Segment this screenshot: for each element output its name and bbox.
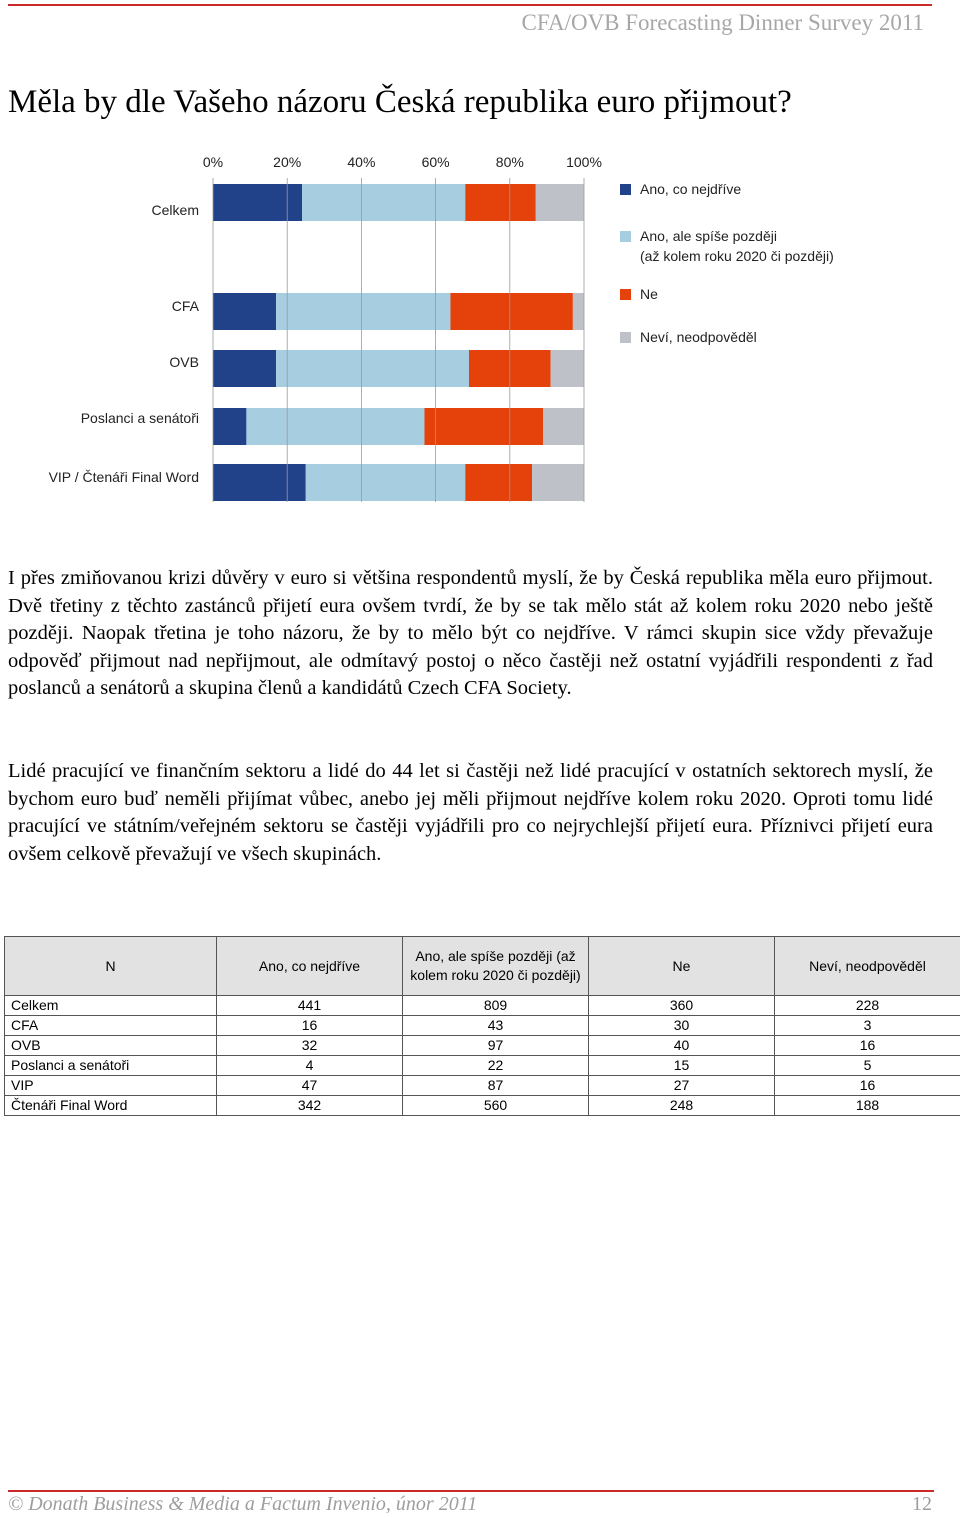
counts-table	[4, 936, 960, 1116]
row-label: VIP	[5, 1076, 217, 1096]
legend-label: Neví, neodpověděl	[640, 329, 757, 345]
bar-segment	[213, 293, 276, 330]
table-cell: 5	[775, 1056, 960, 1076]
bar-segment	[536, 184, 584, 221]
footer-copyright: © Donath Business & Media a Factum Invenio, únor 2011	[8, 1493, 478, 1515]
category-label: CFA	[171, 298, 199, 314]
footer-rule	[8, 1490, 934, 1492]
table-cell: 16	[775, 1076, 960, 1096]
bar-segment	[276, 350, 469, 387]
question-heading: Měla by dle Vašeho názoru Česká republika euro přijmout?	[8, 84, 792, 120]
table-cell: 4	[217, 1056, 403, 1076]
table-header-row	[5, 937, 960, 996]
table-cell: 3	[775, 1016, 960, 1036]
legend-swatch	[620, 332, 631, 343]
bar-segment	[302, 184, 465, 221]
bar-segment	[573, 293, 584, 330]
table-row	[5, 1056, 960, 1076]
paragraph-2: Lidé pracující ve finančním sektoru a lidé do 44 let si častěji než lidé pracující v ostatních sektorech myslí, že bychom euro buď neměli přijímat vůbec, anebo jej měli přijmout nejdříve kolem roku 2020. Oproti tomu lidé pracující ve státním/veřejném sektoru se častěji vyjádřili pro co nejrychlejší přijetí eura. Příznivci přijetí eura ovšem celkově převažují ve všech skupinách.	[8, 760, 933, 865]
row-label: Celkem	[5, 996, 217, 1016]
table-header-ne: Ne	[589, 937, 775, 996]
bar-segment	[543, 408, 584, 445]
legend-swatch	[620, 289, 631, 300]
table-row	[5, 1076, 960, 1096]
row-label: Čtenáři Final Word	[5, 1096, 217, 1116]
table-cell: 16	[217, 1016, 403, 1036]
table-cell: 32	[217, 1036, 403, 1056]
category-label: Poslanci a senátoři	[80, 410, 199, 426]
bar-segment	[465, 184, 535, 221]
table-header-nevi: Neví, neodpověděl	[775, 937, 960, 996]
category-label: OVB	[169, 354, 199, 370]
table-cell: 342	[217, 1096, 403, 1116]
bar-segment	[246, 408, 424, 445]
bar-segment	[306, 464, 466, 501]
x-tick-label: 40%	[347, 154, 376, 170]
table-cell: 22	[403, 1056, 589, 1076]
table-cell: 441	[217, 996, 403, 1016]
bar-segment	[424, 408, 543, 445]
bar-segment	[551, 350, 584, 387]
legend-label: Ano, ale spíše později	[640, 228, 777, 244]
row-label: CFA	[5, 1016, 217, 1036]
legend-label-line2: (až kolem roku 2020 či později)	[640, 248, 834, 264]
table-header-ano-pozdeji: Ano, ale spíše později (až kolem roku 2020 či později)	[403, 937, 589, 996]
table-cell: 40	[589, 1036, 775, 1056]
bar-segment	[213, 464, 306, 501]
legend-label: Ne	[640, 286, 658, 302]
x-tick-label: 0%	[202, 154, 224, 170]
table-row	[5, 1036, 960, 1056]
legend-label: Ano, co nejdříve	[640, 181, 742, 197]
table-cell: 47	[217, 1076, 403, 1096]
table-cell: 809	[403, 996, 589, 1016]
bar-segment	[213, 184, 302, 221]
table-cell: 87	[403, 1076, 589, 1096]
legend-swatch	[620, 231, 631, 242]
table-cell: 97	[403, 1036, 589, 1056]
table-header-ano-nejdrive: Ano, co nejdříve	[217, 937, 403, 996]
category-label: VIP / Čtenáři Final Word	[48, 469, 199, 485]
table-cell: 16	[775, 1036, 960, 1056]
bar-segment	[450, 293, 572, 330]
x-tick-label: 20%	[273, 154, 302, 170]
category-label: Celkem	[151, 202, 199, 218]
x-tick-label: 60%	[421, 154, 450, 170]
x-tick-label: 100%	[566, 154, 602, 170]
table-cell: 43	[403, 1016, 589, 1036]
bar-segment	[213, 350, 276, 387]
table-cell: 27	[589, 1076, 775, 1096]
stacked-bar-chart	[0, 140, 960, 510]
x-tick-label: 80%	[495, 154, 524, 170]
bar-segment	[213, 408, 246, 445]
legend-swatch	[620, 184, 631, 195]
table-cell: 188	[775, 1096, 960, 1116]
table-cell: 228	[775, 996, 960, 1016]
table-cell: 360	[589, 996, 775, 1016]
row-label: OVB	[5, 1036, 217, 1056]
bar-segment	[276, 293, 450, 330]
header-title: CFA/OVB Forecasting Dinner Survey 2011	[521, 10, 924, 35]
table-row	[5, 1016, 960, 1036]
bar-segment	[532, 464, 584, 501]
table-cell: 560	[403, 1096, 589, 1116]
table-row	[5, 1096, 960, 1116]
header-rule	[8, 4, 932, 6]
table-cell: 15	[589, 1056, 775, 1076]
table-cell: 248	[589, 1096, 775, 1116]
table-cell: 30	[589, 1016, 775, 1036]
table-row	[5, 996, 960, 1016]
table-header-n: N	[5, 937, 217, 996]
bar-segment	[465, 464, 532, 501]
row-label: Poslanci a senátoři	[5, 1056, 217, 1076]
paragraph-1: I přes zmiňovanou krizi důvěry v euro si většina respondentů myslí, že by Česká republika měla euro přijmout. Dvě třetiny z těchto zastánců přijetí eura ovšem tvrdí, že by se tak mělo stát až kolem roku 2020 nebo ještě později. Naopak třetina je toho názoru, že by to mělo být co nejdříve. V rámci skupin sice vždy převažuje odpověď přijmout nad nepřijmout, ale odmítavý postoj o něco častěji než ostatní vyjádřili respondenti z řad poslanců a senátorů a skupina členů a kandidátů Czech CFA Society.	[8, 567, 933, 699]
page-number: 12	[912, 1493, 932, 1515]
